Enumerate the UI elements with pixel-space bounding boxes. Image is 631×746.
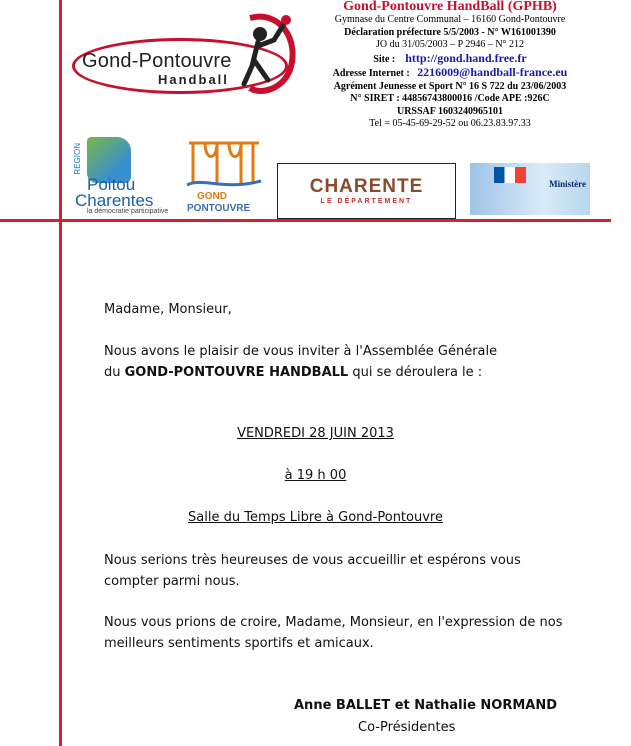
salutation: Madame, Monsieur,: [104, 302, 232, 317]
para3-line2: meilleurs sentiments sportifs et amicaux.: [104, 636, 374, 651]
poitou-charentes-logo: [73, 135, 167, 217]
email-link[interactable]: 2216009@handball-france.eu: [417, 65, 568, 79]
tel-line: Tel = 05-45-69-29-52 ou 06.23.83.97.33: [369, 118, 531, 129]
site-line: [300, 52, 600, 67]
agrement-line: Agrément Jeunesse et Sport N° 16 S 722 du 23/06/2003: [333, 80, 567, 92]
poitou-tagline: la démocratie participative: [87, 208, 169, 215]
intro-prefix: du: [104, 365, 125, 380]
para2-line1: Nous serions très heureuses de vous accueillir et espérons vous: [104, 553, 521, 568]
poitou-region: REGION: [73, 143, 82, 175]
signatories-role: Co-Présidentes: [358, 720, 456, 735]
gond-line2: PONTOUVRE: [187, 203, 251, 214]
handball-player-icon: [230, 10, 300, 95]
charente-logo: [277, 163, 456, 219]
poitou-line1: Poitou: [87, 175, 136, 194]
margin-vertical-line: [59, 0, 62, 746]
urssaf-line: URSSAF 1603240965101: [396, 105, 504, 117]
header-divider-line: [0, 219, 611, 222]
bridge-arches-icon: [183, 133, 265, 191]
para2-line2: compter parmi nous.: [104, 574, 240, 589]
poitou-line2: Charentes: [75, 191, 154, 210]
gond-line1: GOND: [197, 191, 227, 202]
charente-line2: LE DÉPARTEMENT: [320, 198, 413, 205]
intro-suffix: qui se déroulera le :: [348, 365, 483, 380]
intro-line1: Nous avons le plaisir de vous inviter à l'Assemblée Générale: [104, 344, 498, 359]
club-logo: [70, 10, 300, 100]
french-flag-icon: [494, 167, 526, 183]
club-header-info: [300, 0, 600, 131]
intro-club: GOND-PONTOUVRE HANDBALL: [124, 365, 349, 380]
event-time: à 19 h 00: [284, 468, 347, 483]
jo-line: JO du 31/05/2003 – P 2946 – N° 212: [375, 39, 525, 50]
signatories: Anne BALLET et Nathalie NORMAND: [294, 698, 558, 713]
address-line: Gymnase du Centre Communal – 16160 Gond-Pontouvre: [334, 14, 566, 25]
email-label: Adresse Internet :: [332, 68, 410, 79]
charente-line1: CHARENTE: [309, 176, 424, 197]
event-date: VENDREDI 28 JUIN 2013: [237, 426, 394, 441]
intro-line2: [104, 363, 482, 383]
prefecture-line: Déclaration préfecture 5/5/2003 - N° W161001390: [344, 26, 556, 38]
para3-line1: Nous vous prions de croire, Madame, Monsieur, en l'expression de nos: [104, 615, 563, 630]
siret-line: N° SIRET : 44856743800016 /Code APE :926C: [350, 93, 550, 104]
ministere-logo: [470, 163, 590, 215]
club-title: Gond-Pontouvre HandBall (GPHB): [343, 0, 557, 14]
site-label: Site :: [373, 53, 396, 65]
email-line: [300, 66, 600, 81]
ministere-label: Ministère: [549, 179, 586, 189]
logo-club-name: Gond-Pontouvre: [82, 50, 232, 72]
logo-club-sub: Handball: [158, 72, 229, 87]
event-place: Salle du Temps Libre à Gond-Pontouvre: [188, 510, 443, 525]
gond-pontouvre-logo: [183, 133, 265, 217]
site-link[interactable]: http://gond.hand.free.fr: [405, 50, 527, 65]
